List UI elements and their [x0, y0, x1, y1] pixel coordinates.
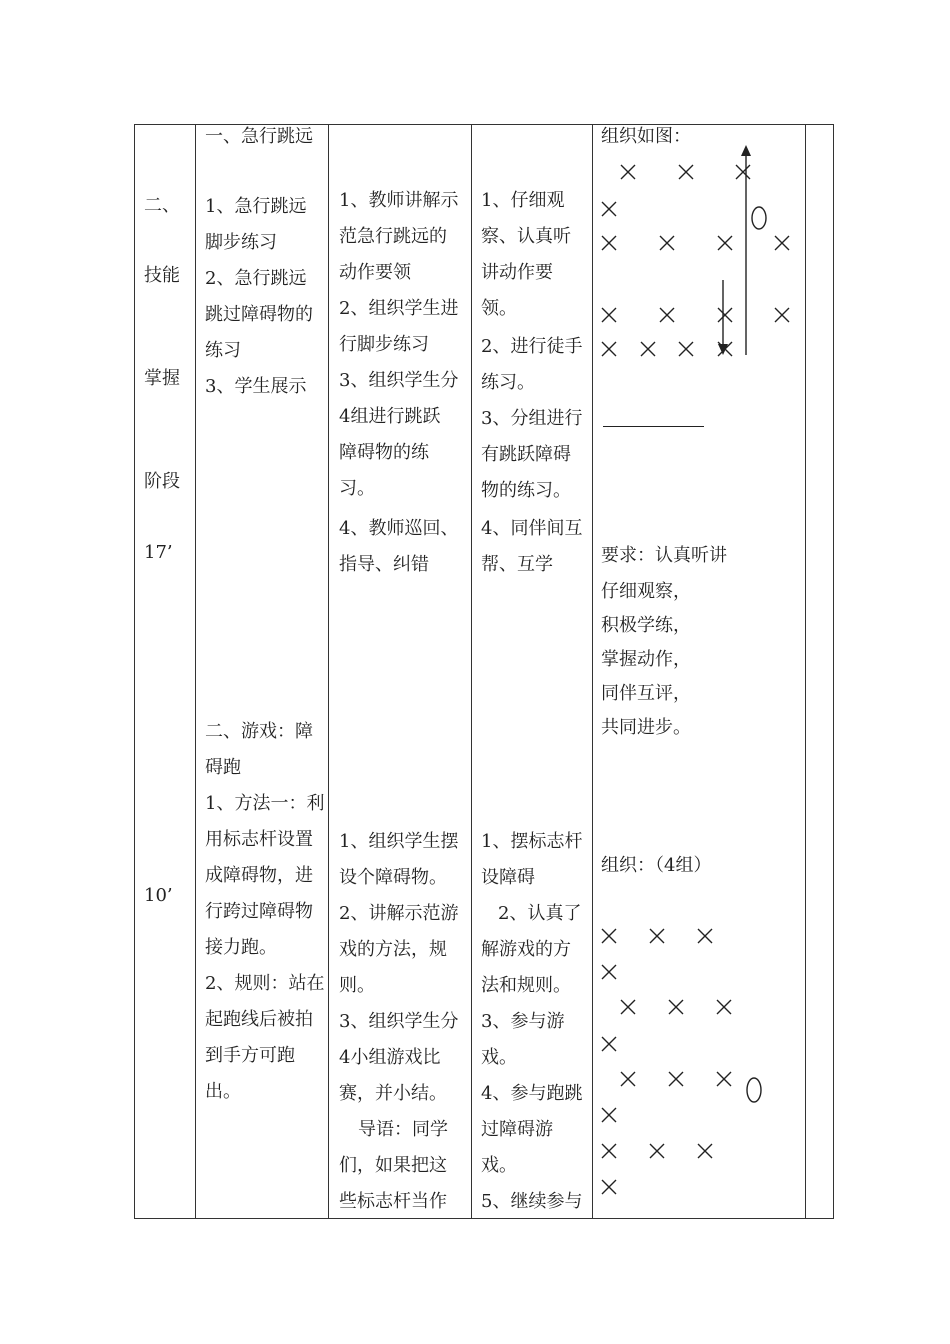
content-line: 1、方法一：利: [205, 793, 325, 814]
requirement-line: 仔细观察，: [601, 581, 691, 602]
content-line: 用标志杆设置: [205, 829, 313, 850]
cross-icon: [718, 308, 732, 322]
cross-icon: [775, 236, 789, 250]
content-line: 行跨过障碍物: [205, 901, 313, 922]
content-line: 3、学生展示: [205, 376, 307, 397]
cross-icon: [660, 236, 674, 250]
student-line: 3、参与游: [481, 1011, 565, 1032]
cross-icon: [698, 1144, 712, 1158]
cross-icon: [679, 342, 693, 356]
cross-icon: [669, 1000, 683, 1014]
teacher-line: 2、组织学生进: [339, 298, 459, 319]
diagram1-title: 组织如图：: [601, 126, 691, 147]
ellipse-icon: [752, 207, 766, 229]
column-divider: [195, 125, 196, 1218]
cross-icon: [602, 202, 616, 216]
cross-icon: [602, 342, 616, 356]
student-line: 察、认真听: [481, 226, 571, 247]
content-line: 1、急行跳远: [205, 196, 307, 217]
teacher-line: 4、教师巡回、: [339, 518, 459, 539]
teacher-line: 习。: [339, 478, 375, 499]
student-line: 解游戏的方: [481, 939, 571, 960]
student-line: 过障碍游: [481, 1119, 553, 1140]
student-line: 设障碍: [481, 867, 535, 888]
teacher-line: 导语：同学: [358, 1119, 448, 1140]
cross-icon: [679, 165, 693, 179]
teacher-line: 范急行跳远的: [339, 226, 447, 247]
teacher-line: 赛，并小结。: [339, 1083, 447, 1104]
column-divider: [328, 125, 329, 1218]
stage-label-line: 技能: [144, 265, 180, 286]
cross-icon: [775, 308, 789, 322]
formation-diagram-2: [595, 918, 805, 1208]
student-line: 有跳跃障碍: [481, 444, 571, 465]
cross-icon: [669, 1072, 683, 1086]
student-line: 1、摆标志杆: [481, 831, 583, 852]
teacher-line: 些标志杆当作: [339, 1191, 447, 1212]
cross-icon: [641, 342, 655, 356]
column-divider: [592, 125, 593, 1218]
column-divider: [805, 125, 806, 1218]
cross-icon: [602, 1144, 616, 1158]
content-line: 练习: [205, 340, 241, 361]
teacher-line: 动作要领: [339, 262, 411, 283]
requirement-line: 同伴互评，: [601, 683, 691, 704]
stage-label-line: 二、: [144, 195, 180, 216]
game-time: 10’: [144, 885, 173, 906]
content-line: 起跑线后被拍: [205, 1009, 313, 1030]
cross-icon: [698, 929, 712, 943]
student-line: 戏。: [481, 1047, 517, 1068]
cross-icon: [717, 1000, 731, 1014]
student-line: 4、参与跑跳: [481, 1083, 583, 1104]
student-line: 法和规则。: [481, 975, 571, 996]
teacher-line: 障碍物的练: [339, 442, 429, 463]
student-line: 练习。: [481, 372, 535, 393]
teacher-line: 3、组织学生分: [339, 370, 459, 391]
requirement-line: 掌握动作，: [601, 649, 691, 670]
teacher-line: 戏的方法，规: [339, 939, 447, 960]
cross-icon: [650, 929, 664, 943]
cross-icon: [602, 1108, 616, 1122]
requirement-line: 要求：认真听讲: [601, 545, 727, 566]
student-line: 2、认真了: [498, 903, 582, 924]
student-line: 讲动作要: [481, 262, 553, 283]
teacher-line: 3、组织学生分: [339, 1011, 459, 1032]
teacher-line: 4小组游戏比: [339, 1047, 441, 1068]
teacher-line: 们，如果把这: [339, 1155, 447, 1176]
student-line: 帮、互学: [481, 554, 553, 575]
cross-icon: [602, 308, 616, 322]
cross-icon-group: [602, 929, 731, 1194]
cross-icon-group: [602, 165, 789, 356]
stage-time: 17’: [144, 542, 173, 563]
ellipse-icon: [747, 1078, 761, 1102]
content-line: 成障碍物，进: [205, 865, 313, 886]
requirement-line: 共同进步。: [601, 717, 691, 738]
requirement-line: 积极学练，: [601, 615, 691, 636]
content-line: 到手方可跑: [205, 1045, 295, 1066]
teacher-line: 1、教师讲解示: [339, 190, 459, 211]
cross-icon: [621, 1072, 635, 1086]
stage-label-line: 掌握: [144, 368, 180, 389]
diagram2-title: 组织：（4组）: [601, 855, 712, 876]
content-line: 2、急行跳远: [205, 268, 307, 289]
student-line: 戏。: [481, 1155, 517, 1176]
cross-icon: [602, 965, 616, 979]
cross-icon: [602, 929, 616, 943]
content-title: 一、急行跳远: [205, 126, 313, 147]
cross-icon: [650, 1144, 664, 1158]
cross-icon: [621, 165, 635, 179]
cross-icon: [602, 1180, 616, 1194]
teacher-line: 指导、纠错: [339, 554, 429, 575]
teacher-line: 则。: [339, 975, 375, 996]
student-line: 3、分组进行: [481, 408, 583, 429]
content-line: 脚步练习: [205, 232, 277, 253]
student-line: 2、进行徒手: [481, 336, 583, 357]
cross-icon: [717, 1072, 731, 1086]
content-line: 出。: [205, 1081, 241, 1102]
cross-icon: [718, 236, 732, 250]
content-line: 接力跑。: [205, 937, 277, 958]
cross-icon: [621, 1000, 635, 1014]
student-line: 4、同伴间互: [481, 518, 583, 539]
student-line: 1、仔细观: [481, 190, 565, 211]
content-line: 碍跑: [205, 757, 241, 778]
cross-icon: [736, 165, 750, 179]
content-line: 2、规则：站在: [205, 973, 325, 994]
teacher-line: 1、组织学生摆: [339, 831, 459, 852]
cross-icon: [660, 308, 674, 322]
column-divider: [471, 125, 472, 1218]
student-line: 5、继续参与: [481, 1191, 583, 1212]
cross-icon: [602, 236, 616, 250]
stage-label-line: 阶段: [144, 471, 180, 492]
formation-diagram-1: [595, 140, 805, 370]
content-line: 跳过障碍物的: [205, 304, 313, 325]
teacher-line: 2、讲解示范游: [339, 903, 459, 924]
teacher-line: 设个障碍物。: [339, 867, 447, 888]
content-line: 二、游戏：障: [205, 721, 313, 742]
teacher-line: 行脚步练习: [339, 334, 429, 355]
student-line: 领。: [481, 298, 517, 319]
student-line: 物的练习。: [481, 480, 571, 501]
line-marker: [603, 426, 704, 427]
teacher-line: 4组进行跳跃: [339, 406, 441, 427]
cross-icon: [602, 1037, 616, 1051]
